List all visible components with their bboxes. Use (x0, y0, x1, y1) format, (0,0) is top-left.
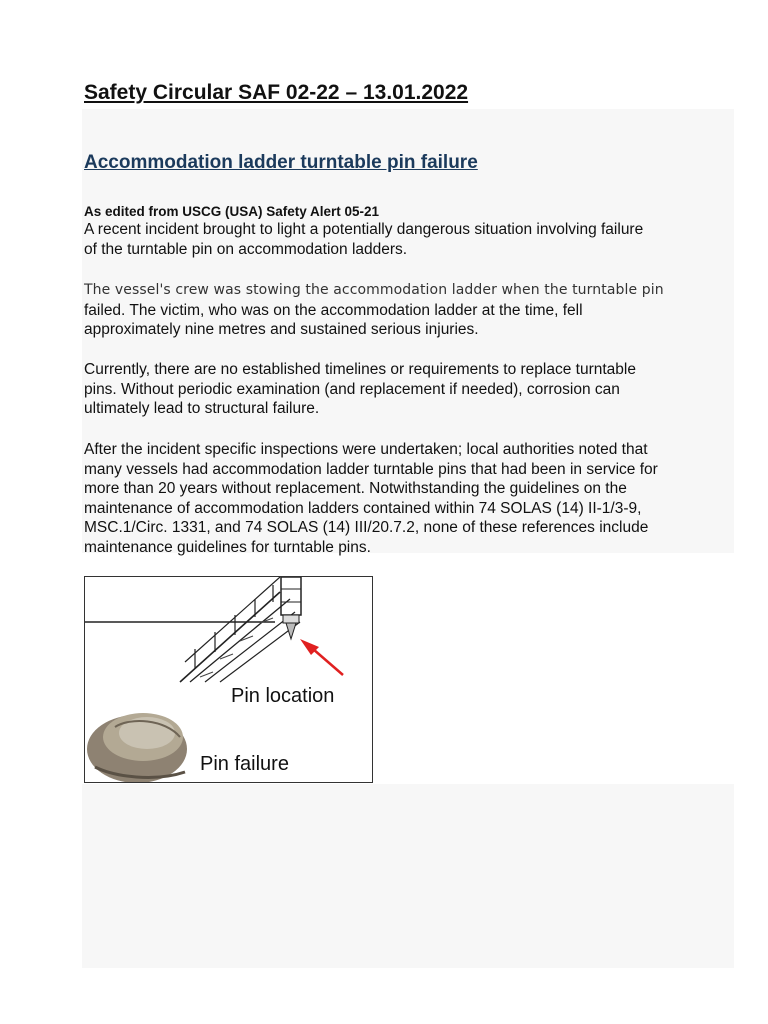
paragraph-line: pins. Without periodic examination (and replacement if needed), corrosion can (84, 380, 620, 398)
paragraph-line: approximately nine metres and sustained serious injuries. (84, 321, 479, 338)
paragraph-line: A recent incident brought to light a potentially dangerous situation involving failure (84, 221, 644, 238)
paragraph-requirements (84, 360, 734, 419)
page-title: Safety Circular SAF 02-22 – 13.01.2022 (84, 81, 469, 104)
section-heading: Accommodation ladder turntable pin failure (84, 152, 478, 173)
paragraph-inspections (84, 440, 734, 557)
pin-location-label: Pin location (231, 685, 335, 707)
content-background-lower (82, 784, 734, 968)
source-note: As edited from USCG (USA) Safety Alert 05-21 (84, 204, 380, 219)
paragraph-line: The vessel's crew was stowing the accommodation ladder when the turntable pin (84, 282, 664, 298)
paragraph-line: ultimately lead to structural failure. (84, 400, 320, 417)
paragraph-line: many vessels had accommodation ladder turntable pins that had been in service for (84, 460, 658, 478)
paragraph-line: maintenance guidelines for turntable pins. (84, 538, 371, 556)
paragraph-line: more than 20 years without replacement. Notwithstanding the guidelines on the (84, 480, 627, 497)
paragraph-intro (84, 220, 734, 259)
paragraph-line: maintenance of accommodation ladders contained within 74 SOLAS (14) II-1/3-9, (84, 499, 642, 517)
paragraph-line: Currently, there are no established timelines or requirements to replace turntable (84, 361, 636, 378)
paragraph-line: After the incident specific inspections were undertaken; local authorities noted that (84, 441, 648, 458)
ladder-illustration (85, 577, 372, 782)
pin-diagram-figure (84, 576, 373, 783)
pin-failure-label: Pin failure (200, 753, 289, 775)
paragraph-line: of the turntable pin on accommodation ladders. (84, 240, 408, 258)
paragraph-line: MSC.1/Circ. 1331, and 74 SOLAS (14) III/20.7.2, none of these references include (84, 519, 649, 536)
paragraph-line: failed. The victim, who was on the accommodation ladder at the time, fell (84, 301, 583, 319)
paragraph-incident (84, 281, 734, 340)
